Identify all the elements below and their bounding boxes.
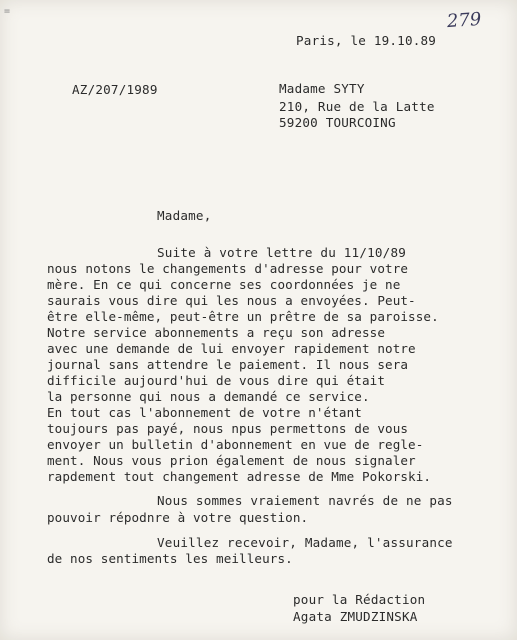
body-line: ment. Nous vous prion également de nous signaler xyxy=(47,453,416,468)
recipient-name: Madame SYTY xyxy=(279,81,365,96)
body-line: toujours pas payé, nous npus permettons de vous xyxy=(47,421,409,436)
paragraph-1-opening: Suite à votre lettre du 11/10/89 xyxy=(157,245,407,260)
body-line: avec une demande de lui envoyer rapidement notre xyxy=(47,341,416,356)
body-line: journal sans attendre le paiement. Il nous sera xyxy=(47,357,409,372)
body-line: être elle-même, peut-être un prêtre de sa paroisse. xyxy=(47,309,439,324)
paragraph-2-first-line: Nous sommes vraiement navrés de ne pas xyxy=(157,493,453,508)
reference-number: AZ/207/1989 xyxy=(72,82,158,97)
paragraph-2-second-line: pouvoir répodnre à votre question. xyxy=(47,510,309,525)
signature-role: pour la Rédaction xyxy=(293,592,426,607)
recipient-street: 210, Rue de la Latte xyxy=(279,99,435,114)
body-line: saurais vous dire qui les nous a envoyées. Peut- xyxy=(47,293,416,308)
closing-second-line: de nos sentiments les meilleurs. xyxy=(47,551,293,566)
body-line: difficile aujourd'hui de vous dire qui était xyxy=(47,373,386,388)
body-line: En tout cas l'abonnement de votre n'étant xyxy=(47,405,362,420)
closing-first-line: Veuillez recevoir, Madame, l'assurance xyxy=(157,535,453,550)
body-line: rapdement tout changement adresse de Mme Pokorski. xyxy=(47,469,432,484)
corner-mark: = xyxy=(4,6,11,17)
body-line: envoyer un bulletin d'abonnement en vue de regle- xyxy=(47,437,424,452)
body-line: nous notons le changements d'adresse pour votre xyxy=(47,261,409,276)
recipient-city: 59200 TOURCOING xyxy=(279,115,396,130)
signature-name: Agata ZMUDZINSKA xyxy=(293,609,418,624)
date-line: Paris, le 19.10.89 xyxy=(296,33,437,48)
body-line: mère. En ce qui concerne ses coordonnées je ne xyxy=(47,277,401,292)
body-line: la personne qui nous a demandé ce service. xyxy=(47,389,370,404)
body-line: Notre service abonnements a reçu son adresse xyxy=(47,325,386,340)
handwritten-page-number: 279 xyxy=(446,8,483,33)
salutation: Madame, xyxy=(157,208,212,223)
